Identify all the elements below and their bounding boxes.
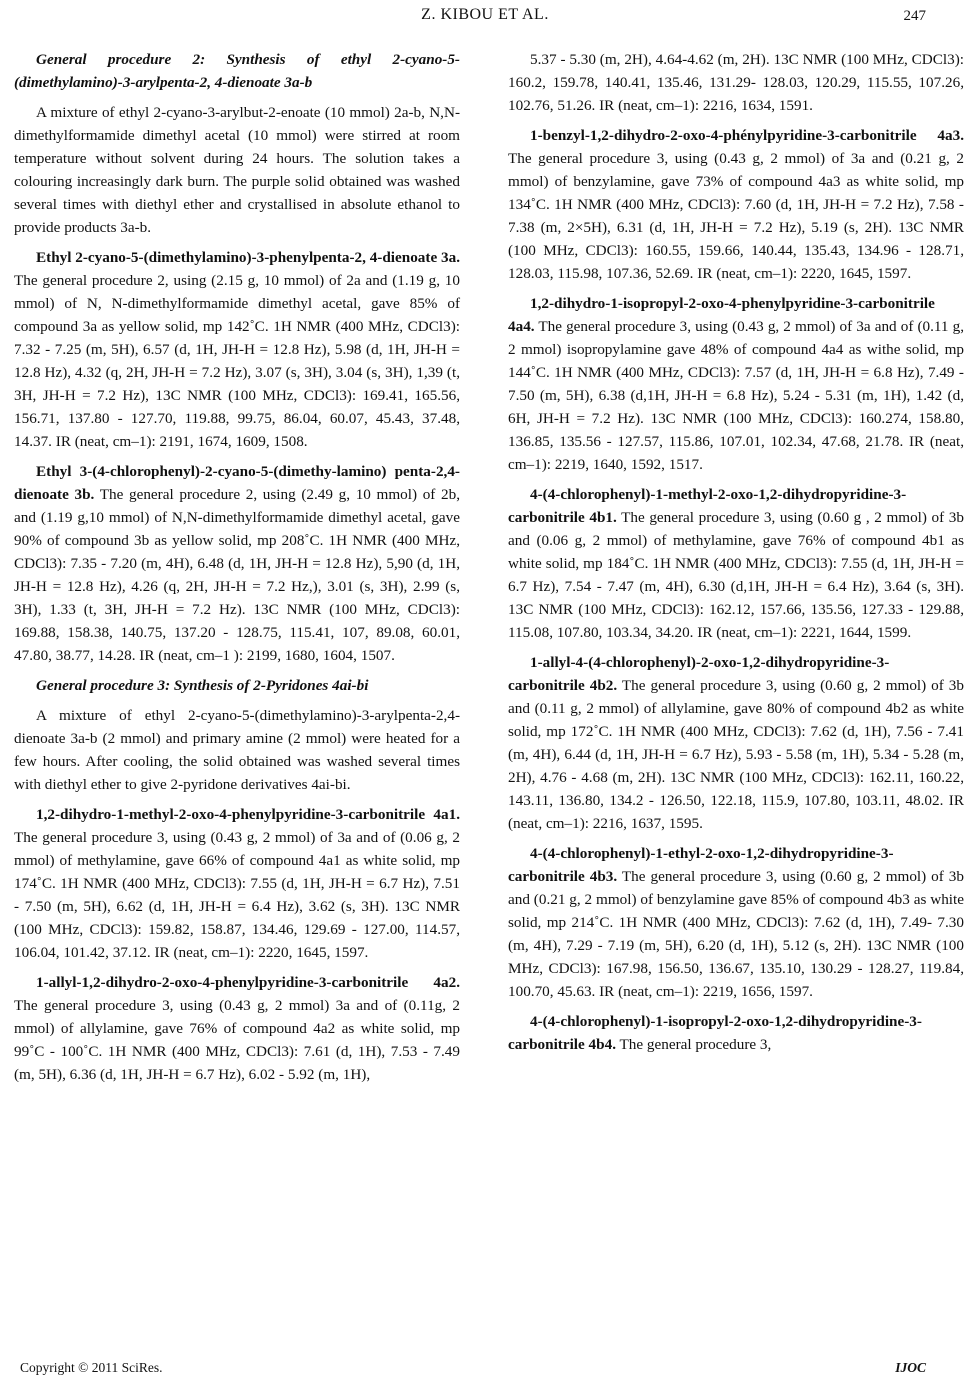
compound-paragraph bbox=[14, 803, 460, 964]
compound-paragraph bbox=[14, 460, 460, 667]
compound-name: Ethyl 3-(4-chlorophenyl)-2-cyano-5-(dimethy-lamino) penta-2,4-dienoate 3b. bbox=[14, 463, 460, 503]
journal-abbrev: IJOC bbox=[895, 1360, 926, 1375]
compound-characterization: The general procedure 3, using (0.43 g, 2 mmol) of 3a and of (0.06 g, 2 mmol) of methylamine, gave 66% of compound 4a1 as white solid, mp 174˚C. 1H NMR (400 MHz, CDCl3): 7.55 (d, 1H, JH-H = 6.7 Hz), 7.51 - 7.50 (m, 5H), 6.62 (d, 1H, JH-H = 6.4 Hz), 3.62 (s, 3H). 13C NMR (100 MHz, CDCl3): 159.82, 158.87, 134.46, 129.69 - 127.00, 114.57, 106.04, 101.42, 37.12. IR (neat, cm–1): 2220, 1645, 1597. bbox=[14, 829, 460, 961]
compound-name: 1-allyl-1,2-dihydro-2-oxo-4-phenylpyridine-3-carbonitrile 4a2. bbox=[36, 974, 460, 991]
compound-name: 4-(4-chlorophenyl)-1-ethyl-2-oxo-1,2-dihydropyridine-3-carbonitrile 4b3. bbox=[508, 845, 894, 885]
compound-characterization: The general procedure 3, using (0.43 g, 2 mmol) of 3a and of (0.11 g, 2 mmol) isopropylamine gave 48% of compound 4a4 as withe solid, mp 144˚C. 1H NMR (400 MHz, CDCl3): 7.57 (d, 1H, JH-H = 6.8 Hz), 7.49 - 7.50 (m, 5H), 6.38 (d,1H, JH-H = 6.8 Hz), 5.24 - 5.31 (m, 1H), 1.42 (d, 6H, JH-H = 7.2 Hz). 13C NMR (100 MHz, CDCl3): 160.274, 158.80, 136.85, 135.56 - 127.57, 115.86, 107.01, 102.34, 47.68, 21.78. IR (neat, cm–1): 2219, 1640, 1592, 1517. bbox=[508, 318, 964, 473]
compound-paragraph bbox=[508, 1010, 964, 1056]
running-head: Z. KIBOU ET AL. bbox=[421, 6, 549, 23]
page-header bbox=[0, 6, 970, 36]
compound-paragraph bbox=[14, 246, 460, 453]
left-column bbox=[14, 48, 460, 1086]
section-heading: General procedure 3: Synthesis of 2-Pyridones 4ai-bi bbox=[36, 677, 369, 694]
compound-name: 4-(4-chlorophenyl)-1-methyl-2-oxo-1,2-dihydropyridine-3-carbonitrile 4b1. bbox=[508, 486, 907, 526]
right-column bbox=[508, 48, 964, 1056]
compound-paragraph bbox=[508, 651, 964, 835]
section-heading: General procedure 2: Synthesis of ethyl 2-cyano-5-(dimethylamino)-3-arylpenta-2, 4-dienoate 3a-b bbox=[14, 51, 460, 91]
compound-name: 1-benzyl-1,2-dihydro-2-oxo-4-phénylpyridine-3-carbonitrile 4a3. bbox=[530, 127, 964, 144]
body-paragraph: A mixture of ethyl 2-cyano-3-arylbut-2-enoate (10 mmol) 2a-b, N,N-dimethylformamide dimethyl acetal (10 mmol) were stirred at room temperature without solvent during 24 hours. The solution takes a colouring increasingly dark burn. The purple solid obtained was washed several times with diethyl ether and crystallised in absolute ethanol to provide products 3a-b. bbox=[14, 104, 460, 236]
compound-characterization: The general procedure 2, using (2.49 g, 10 mmol) of 2b, and (1.19 g,10 mmol) of N,N-dimethylformamide dimethyl acetal, gave 90% of compound 3b as yellow solid, mp 208˚C. 1H NMR (400 MHz, CDCl3): 7.35 - 7.20 (m, 4H), 6.48 (d, 1H, JH-H = 12.8 Hz), 5,90 (d, 1H, JH-H = 12.8 Hz), 4.26 (q, 2H, JH-H = 7.2 Hz,), 3.01 (s, 3H), 2.99 (s, 3H), 1.33 (t, 3H, JH-H = 7.2 Hz). 13C NMR (100 MHz, CDCl3): 169.88, 158.38, 140.75, 137.20 - 128.75, 115.41, 107, 89.08, 60.01, 47.80, 38.77, 14.28. IR (neat, cm–1 ): 2199, 1680, 1604, 1507. bbox=[14, 486, 460, 664]
compound-paragraph bbox=[508, 483, 964, 644]
compound-name: 1-allyl-4-(4-chlorophenyl)-2-oxo-1,2-dihydropyridine-3-carbonitrile 4b2. bbox=[508, 654, 890, 694]
copyright-notice: Copyright © 2011 SciRes. bbox=[20, 1360, 163, 1375]
compound-name: 1,2-dihydro-1-methyl-2-oxo-4-phenylpyridine-3-carbonitrile 4a1. bbox=[36, 806, 460, 823]
compound-paragraph bbox=[508, 842, 964, 1003]
compound-characterization: The general procedure 3, bbox=[616, 1036, 772, 1053]
compound-characterization: The general procedure 3, using (0.60 g, 2 mmol) of 3b and (0.21 g, 2 mmol) of benzylamine gave 85% of compound 4b3 as white solid, mp 214˚C. 1H NMR (400 MHz, CDCl3): 7.62 (d, 1H), 7.49- 7.30 (m, 4H), 7.29 - 7.19 (m, 5H), 6.20 (d, 1H), 5.12 (s, 2H). 13C NMR (100 MHz, CDCl3): 167.98, 156.50, 136.67, 135.10, 130.29 - 128.27, 119.84, 100.70, 45.63. IR (neat, cm–1): 2219, 1656, 1597. bbox=[508, 868, 964, 1000]
compound-characterization: The general procedure 3, using (0.60 g , 2 mmol) of 3b and (0.06 g, 2 mmol) of methylamine, gave 76% of compound 4b1 as white solid, mp 184˚C. 1H NMR (400 MHz, CDCl3): 7.55 (d, 1H, JH-H = 6.7 Hz), 7.54 - 7.47 (m, 4H), 6.30 (d,1H, JH-H = 6.4 Hz), 3.64 (s, 3H). 13C NMR (100 MHz, CDCl3): 162.12, 157.66, 135.56, 127.33 - 129.88, 115.08, 107.80, 103.34, 34.20. IR (neat, cm–1): 2221, 1644, 1599. bbox=[508, 509, 964, 641]
compound-characterization: The general procedure 3, using (0.43 g, 2 mmol) of 3a and (0.21 g, 2 mmol) of benzylamine, gave 73% of compound 4a3 as white solid, mp 134˚C. 1H NMR (400 MHz, CDCl3): 7.60 (d, 1H, JH-H = 7.2 Hz), 7.58 - 7.38 (m, 2×5H), 6.31 (d, 1H, JH-H = 7.2 Hz), 5.19 (s, 2H). 13C NMR (100 MHz, CDCl3): 160.55, 159.66, 140.44, 135.43, 134.96 - 128.71, 128.03, 115.98, 107.36, 52.69. IR (neat, cm–1): 2220, 1645, 1597. bbox=[508, 150, 964, 282]
compound-name: 4-(4-chlorophenyl)-1-isopropyl-2-oxo-1,2-dihydropyridine-3-carbonitrile 4b4. bbox=[508, 1013, 922, 1053]
compound-characterization: The general procedure 3, using (0.60 g, 2 mmol) of 3b and (0.11 g, 2 mmol) of allylamine, gave 80% of compound 4b2 as white solid, mp 172˚C. 1H NMR (400 MHz, CDCl3): 7.62 (d, 1H), 7.56 - 7.41 (m, 4H), 6.44 (d, 1H, JH-H = 6.7 Hz), 5.93 - 5.58 (m, 1H), 5.34 - 5.28 (m, 2H), 4.76 - 4.68 (m, 2H). 13C NMR (100 MHz, CDCl3): 162.11, 160.22, 143.11, 136.80, 134.2 - 126.50, 122.18, 115.9, 107.80, 103.11, 48.02. IR (neat, cm–1): 2216, 1637, 1595. bbox=[508, 677, 964, 832]
compound-name: Ethyl 2-cyano-5-(dimethylamino)-3-phenylpenta-2, 4-dienoate 3a. bbox=[36, 249, 460, 266]
compound-characterization: The general procedure 3, using (0.43 g, 2 mmol) 3a and of (0.11g, 2 mmol) of allylamine, gave 76% of compound 4a2 as white solid, mp 99˚C - 100˚C. 1H NMR (400 MHz, CDCl3): 7.61 (d, 1H), 7.53 - 7.49 (m, 5H), 6.36 (d, 1H, JH-H = 6.7 Hz), 6.02 - 5.92 (m, 1H), bbox=[14, 997, 460, 1083]
compound-paragraph bbox=[508, 292, 964, 476]
page-number: 247 bbox=[903, 8, 926, 24]
body-paragraph: 5.37 - 5.30 (m, 2H), 4.64-4.62 (m, 2H). 13C NMR (100 MHz, CDCl3): 160.2, 159.78, 140.41, 135.46, 131.29- 128.03, 120.29, 115.55, 107.26, 102.76, 51.26. IR (neat, cm–1): 2216, 1634, 1591. bbox=[508, 51, 964, 114]
compound-paragraph bbox=[14, 971, 460, 1086]
compound-characterization: The general procedure 2, using (2.15 g, 10 mmol) of 2a and (1.19 g, 10 mmol) of N, N-dimethylformamide dimethyl acetal, gave 85% of compound 3a as yellow solid, mp 142˚C. 1H NMR (400 MHz, CDCl3): 7.32 - 7.25 (m, 5H), 6.57 (d, 1H, JH-H = 12.8 Hz), 5.98 (d, 1H, JH-H = 12.8 Hz), 4.32 (q, 2H, JH-H = 7.2 Hz), 3.07 (s, 3H), 3.04 (s, 3H), 1,39 (t, 3H, JH-H = 7.2 Hz), 13C NMR (100 MHz, CDCl3): 169.41, 165.56, 156.71, 137.80 - 127.70, 119.88, 99.75, 86.04, 60.07, 45.43, 37.48, 14.37. IR (neat, cm–1): 2191, 1674, 1609, 1508. bbox=[14, 272, 460, 450]
compound-name: 1,2-dihydro-1-isopropyl-2-oxo-4-phenylpyridine-3-carbonitrile 4a4. bbox=[508, 295, 935, 335]
body-paragraph: A mixture of ethyl 2-cyano-5-(dimethylamino)-3-arylpenta-2,4-dienoate 3a-b (2 mmol) and primary amine (2 mmol) were heated for a few hours. After cooling, the solid obtained was washed several times with diethyl ether to give 2-pyridone derivatives 4ai-bi. bbox=[14, 707, 460, 793]
compound-paragraph bbox=[508, 124, 964, 285]
